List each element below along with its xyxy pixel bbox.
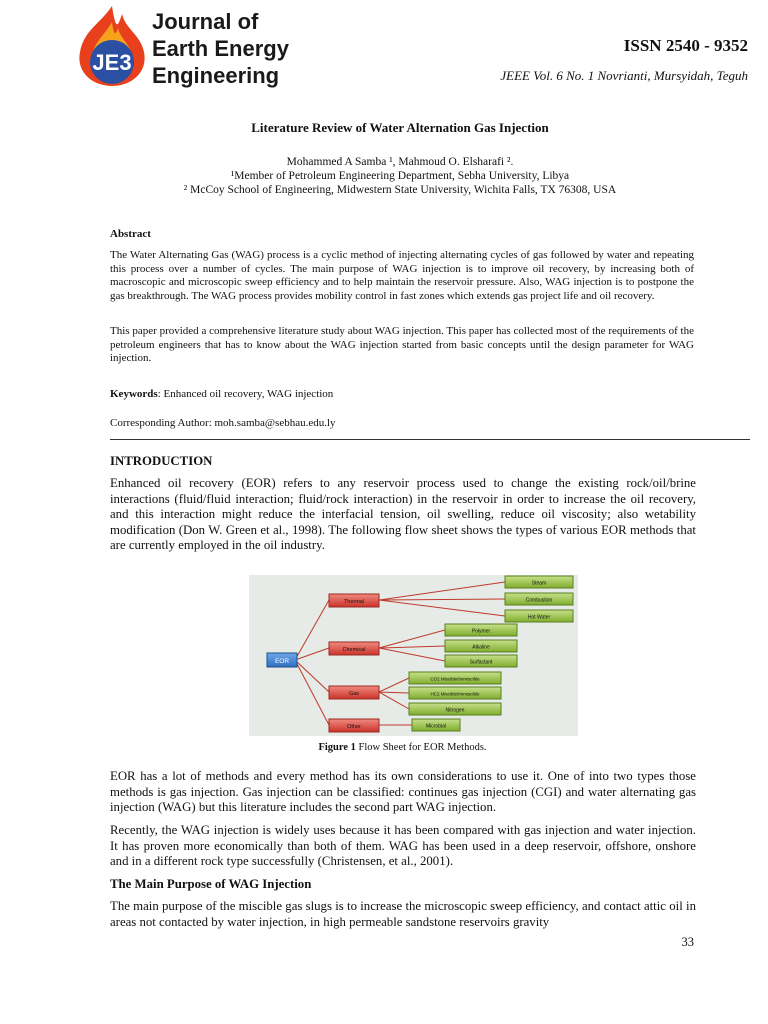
category-chemical	[329, 642, 379, 655]
leaf-co2-miscible	[409, 672, 501, 684]
leaf-surfactant	[445, 655, 517, 667]
flame-logo-icon	[70, 4, 154, 88]
abstract-paragraph-1: The Water Alternating Gas (WAG) process is a cyclic method of injecting alternating cycles of gas followed by water and repeating this process over a number of cycles. The main purpose of WAG injection is to improve oil recovery, by increasing both of macroscopic and microscopic sweep efficiency and to help maintain the reservoir pressure. Also, WAG injection is to postpone the gas breakthrough. The WAG process provides mobility control in fast zones which extends gas project life and oil recovery.	[110, 249, 694, 302]
issn: ISSN 2540 - 9352	[623, 36, 748, 55]
svg-text:Steam: Steam	[531, 580, 547, 587]
journal-name-line-2: Earth Energy	[152, 36, 289, 61]
leaf-hot-water	[505, 610, 573, 622]
sub-heading: The Main Purpose of WAG Injection	[110, 877, 312, 891]
corresponding-author: Corresponding Author: moh.samba@sebhau.edu.ly	[110, 417, 336, 429]
eor-flow-sheet-figure	[249, 575, 578, 736]
abstract-heading: Abstract	[110, 228, 151, 240]
abstract-paragraph-2: This paper provided a comprehensive literature study about WAG injection. This paper has collected most of the requirements of the petroleum engineers that has to know about the WAG injection started from basic concepts until the design parameter for WAG injection.	[110, 325, 694, 364]
figure-caption-label: Figure 1	[318, 742, 356, 753]
affiliation-1: ¹Member of Petroleum Engineering Department, Sebha University, Libya	[230, 170, 570, 182]
intro-heading: INTRODUCTION	[110, 454, 213, 468]
journal-name	[152, 8, 289, 89]
leaf-steam	[505, 576, 573, 588]
svg-text:JE3: JE3	[92, 50, 132, 75]
intro-paragraph-3: Recently, the WAG injection is widely uses because it has been compared with gas injection and water injection. It has proven more economically than both of them. WAG has been used in a deep reservoir, offshore, onshore and in a different rock type successfully (Christensen, et al., 2001).	[110, 823, 696, 868]
volume-info: JEEE Vol. 6 No. 1 Novrianti, Mursyidah, Teguh	[500, 68, 748, 83]
svg-text:Other: Other	[347, 724, 361, 730]
authors: Mohammed A Samba ¹, Mahmoud O. Elsharafi ².	[286, 156, 514, 168]
page-number: 33	[681, 935, 694, 949]
category-other	[329, 719, 379, 732]
intro-paragraph-1: Enhanced oil recovery (EOR) refers to any reservoir process used to change the existing rock/oil/brine interactions (fluid/fluid interaction; fluid/rock interaction) in the reservoir in order to increase the oil recovery, and this interaction might reduce the interfacial tension, oil swelling, reduce oil viscosity; also wetability modification (Don W. Green et al., 1998). The following flow sheet shows the types of various EOR methods that are currently employed in the oil industry.	[110, 476, 696, 552]
leaf-nitrogen	[409, 703, 501, 715]
svg-text:Surfactant: Surfactant	[469, 659, 493, 666]
svg-text:EOR: EOR	[274, 658, 290, 665]
svg-text:Thermal: Thermal	[343, 599, 365, 605]
svg-text:Combustion: Combustion	[525, 597, 553, 604]
leaf-microbial	[412, 719, 460, 731]
journal-name-line-3: Engineering	[152, 63, 280, 88]
affiliation-2: ² McCoy School of Engineering, Midwestern State University, Wichita Falls, TX 76308, USA	[183, 184, 617, 196]
journal-logo	[70, 4, 154, 88]
category-thermal	[329, 594, 379, 607]
leaf-hc2-miscible	[409, 687, 501, 699]
svg-text:Hot Water: Hot Water	[527, 614, 551, 621]
svg-text:Polymer: Polymer	[471, 628, 491, 635]
journal-name-line-1: Journal of	[152, 9, 259, 34]
intro-paragraph-4: The main purpose of the miscible gas slugs is to increase the microscopic sweep efficiency, and contact attic oil in areas not contacted by water injection, in high permeable sandstone reservoirs gravity	[110, 899, 696, 929]
category-gas	[329, 686, 379, 699]
svg-text:Gas: Gas	[348, 691, 360, 697]
svg-text:HC2 Miscible/Immiscible: HC2 Miscible/Immiscible	[430, 691, 480, 697]
leaf-combustion	[505, 593, 573, 605]
leaf-polymer	[445, 624, 517, 636]
figure-caption-text: Flow Sheet for EOR Methods.	[355, 742, 487, 753]
svg-text:Chemical: Chemical	[342, 647, 366, 653]
eor-root-node	[267, 653, 297, 667]
figure-caption	[0, 742, 768, 753]
paper-title: Literature Review of Water Alternation Gas Injection	[251, 120, 549, 135]
leaf-alkaline	[445, 640, 517, 652]
svg-text:Nitrogen: Nitrogen	[445, 707, 465, 714]
section-divider	[110, 439, 750, 440]
keywords-label: Keywords	[110, 388, 158, 400]
keywords-text: : Enhanced oil recovery, WAG injection	[157, 388, 334, 400]
intro-paragraph-2: EOR has a lot of methods and every method has its own considerations to use it. One of into two types those methods is gas injection. Gas injection can be classified: continues gas injection (CGI) and water alternating gas injection (WAG) but this literature includes the second part WAG injection.	[110, 769, 696, 814]
svg-text:Microbial: Microbial	[425, 723, 447, 730]
svg-text:CO2 Miscible/Immiscible: CO2 Miscible/Immiscible	[430, 676, 480, 682]
svg-text:Alkaline: Alkaline	[472, 644, 490, 651]
keywords	[110, 388, 694, 402]
